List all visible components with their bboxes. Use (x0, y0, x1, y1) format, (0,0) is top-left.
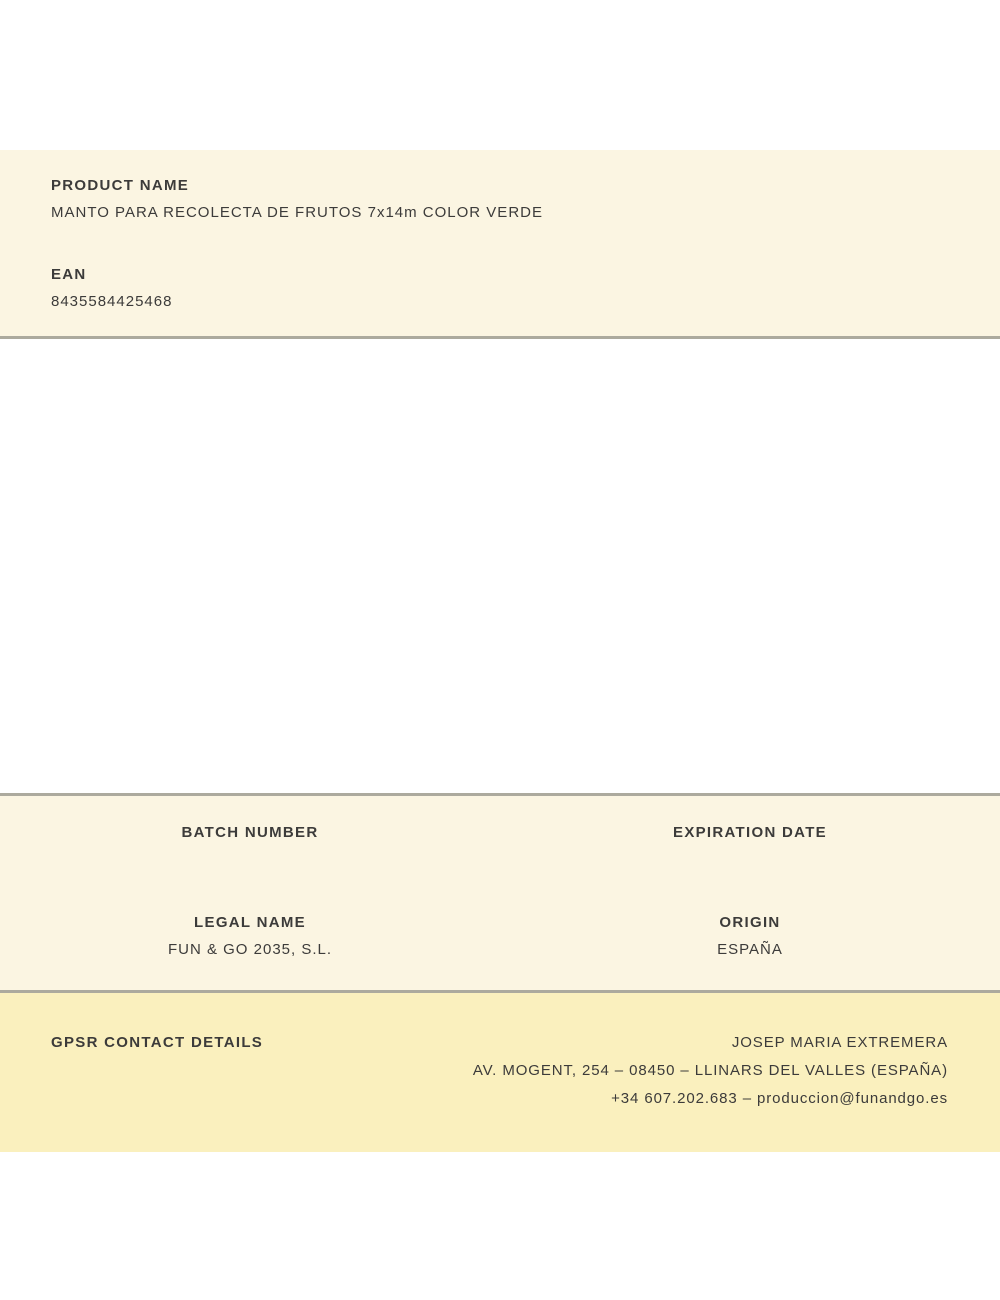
expiration-date-value (500, 851, 1000, 869)
legal-name-value: FUN & GO 2035, S.L. (167, 941, 333, 958)
product-name-value: MANTO PARA RECOLECTA DE FRUTOS 7x14m COLOR VERDE (51, 204, 543, 221)
product-info-section (0, 150, 1000, 339)
expiration-date-label: EXPIRATION DATE (673, 824, 827, 841)
batch-legal-left-column (0, 796, 500, 990)
origin-value: ESPAÑA (717, 941, 783, 958)
batch-number-value (0, 851, 500, 869)
gpsr-contact-section (0, 993, 1000, 1152)
gpsr-contact-name: JOSEP MARIA EXTREMERA (731, 1034, 948, 1051)
legal-name-label: LEGAL NAME (194, 914, 306, 931)
ean-value: 8435584425468 (51, 293, 173, 310)
origin-label: ORIGIN (719, 914, 781, 931)
batch-number-label: BATCH NUMBER (181, 824, 319, 841)
batch-legal-section (0, 793, 1000, 993)
gpsr-contact-details-label: GPSR CONTACT DETAILS (51, 1034, 264, 1051)
gpsr-contact-phone-email: +34 607.202.683 – produccion@funandgo.es (611, 1090, 948, 1107)
product-name-label: PRODUCT NAME (51, 177, 190, 194)
gpsr-contact-block (473, 1029, 948, 1113)
gpsr-contact-address: AV. MOGENT, 254 – 08450 – LLINARS DEL VALLES (ESPAÑA) (472, 1062, 948, 1079)
ean-label: EAN (51, 266, 87, 283)
batch-legal-right-column (500, 796, 1000, 990)
